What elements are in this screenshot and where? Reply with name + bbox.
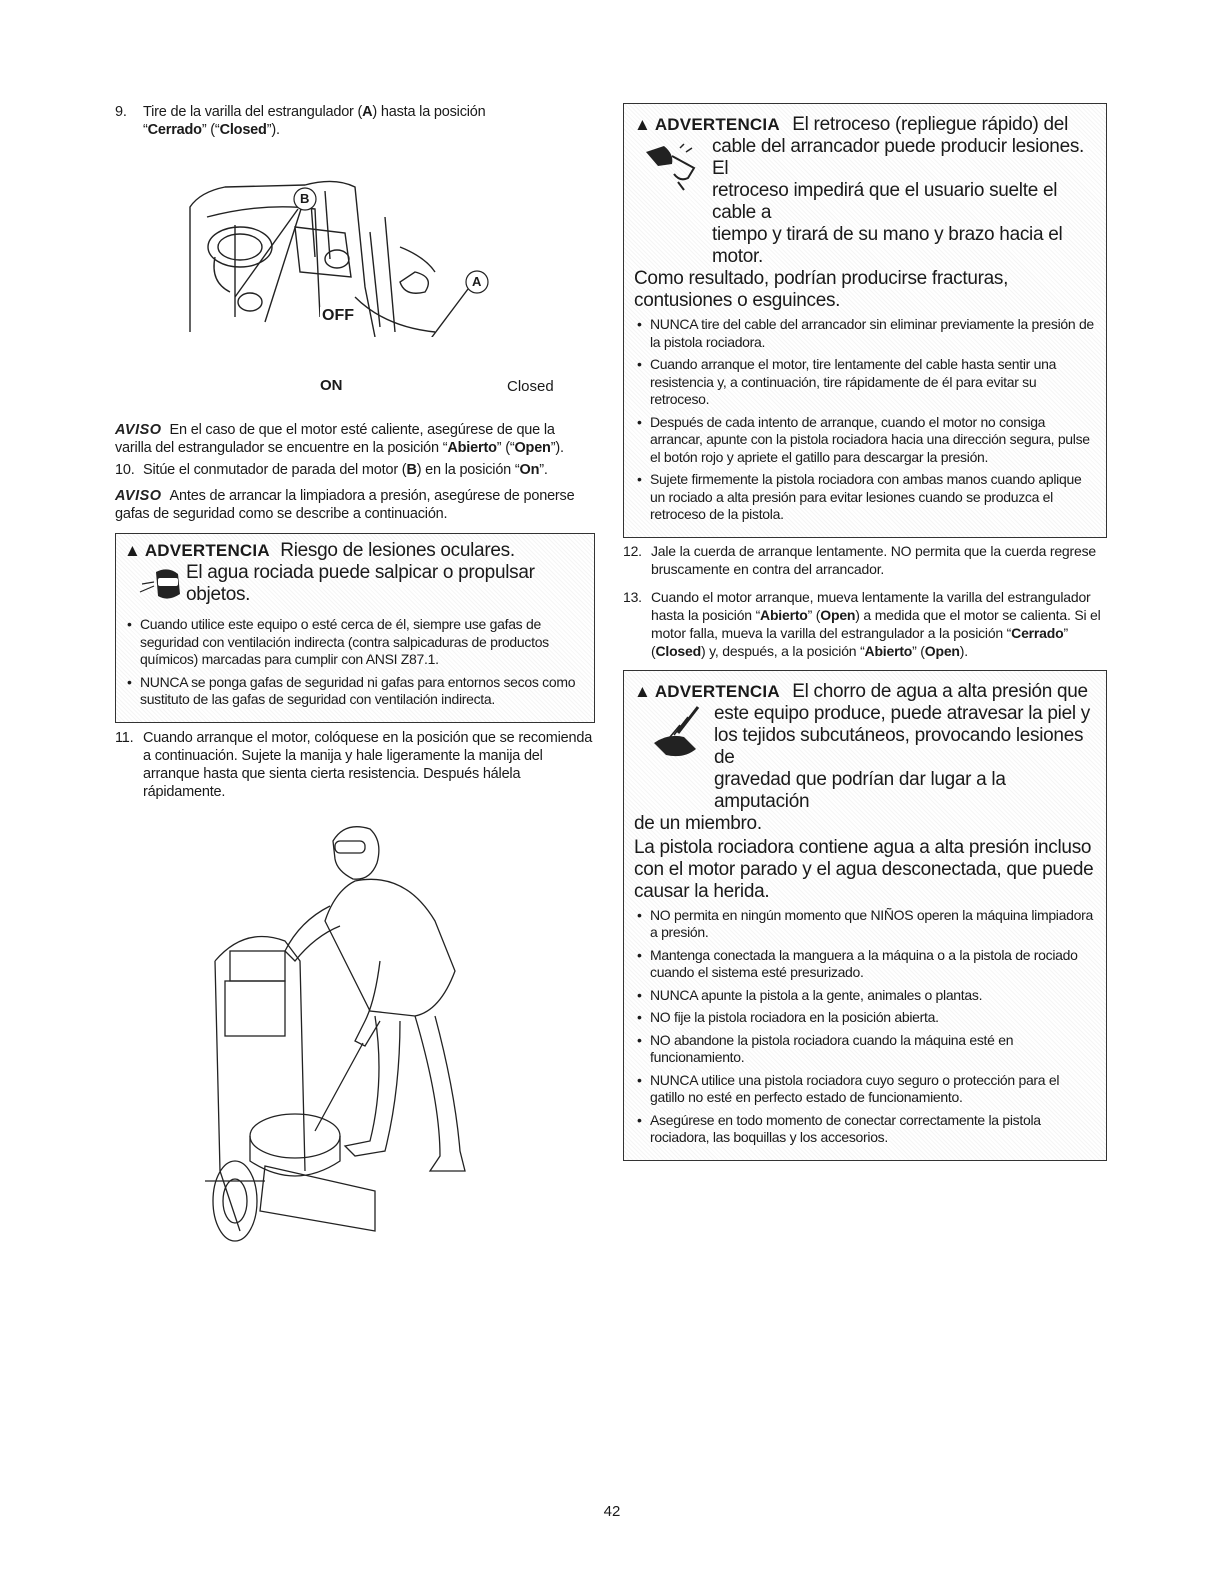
- list-item: • NUNCA se ponga gafas de seguridad ni gafas para entornos secos como sustituto de las gafas de seguridad con ventilación indirecta.: [124, 674, 584, 709]
- notice-hot-engine: AVISO En el caso de que el motor esté caliente, asegúrese de que la varilla del estrangulador se encuentre en la posición “Abierto” (“Open”).: [115, 422, 564, 456]
- off-label: OFF: [322, 307, 354, 324]
- skin-injection-hand-icon: [644, 703, 706, 763]
- callout-a: A: [472, 274, 482, 289]
- list-item: • NUNCA apunte la pistola a la gente, animales o plantas.: [634, 987, 1096, 1005]
- step-10: 10. Sitúe el conmutador de parada del motor (B) en la posición “On”.: [115, 462, 548, 478]
- page-number: 42: [603, 1503, 621, 1520]
- list-item: • Mantenga conectada la manguera a la máquina o a la pistola de rociado cuando el sistema esté presurizado.: [634, 947, 1096, 982]
- step-12: 12. Jale la cuerda de arranque lentamente. NO permita que la cuerda regrese bruscamente en contra del arrancador.: [623, 542, 1096, 577]
- closed-label: Closed: [507, 378, 554, 395]
- callout-b: B: [300, 191, 310, 206]
- list-item: • NUNCA utilice una pistola rociadora cuyo seguro o protección para el gatillo no esté en perfecto estado de funcionamiento.: [634, 1072, 1096, 1107]
- warning-kickback: ▲ ADVERTENCIA El retroceso (repliegue rápido) del cable del arrancador puede producir lesiones. El retroceso impedirá que el usuario suelte el cable a tiempo y tirará de su mano y brazo hacia el motor. Como resultado, podrían producirse fracturas, contusiones o esguinces. • NUNCA tire del cable del arrancador sin eliminar previamente la presión de la pistola rociadora. • Cuando arranque el motor, tire lentamente del cable hasta sentir una resistencia y, a continuación, tire rápidamente de él para evitar su retroceso. • Después de cada intento de arranque, cuando el motor no consiga arrancar, apunte con la pistola rociadora hacia una dirección segura, pulse el botón rojo y apriete el gatillo para descargar la presión. • Sujete firmemente la pistola rociadora con ambas manos cuando aplique un rociado a alta presión para evitar lesiones cuando se produzca el retroceso de la pistola.: [623, 103, 1107, 538]
- choke-switch-figure: [115, 147, 595, 395]
- list-item: • NO abandone la pistola rociadora cuando la máquina esté en funcionamiento.: [634, 1032, 1096, 1067]
- step-9: 9. Tire de la varilla del estrangulador (A) hasta la posición “Cerrado” (“Closed”).: [115, 104, 486, 138]
- left-column: [115, 103, 595, 1251]
- list-item: • NO fije la pistola rociadora en la posición abierta.: [634, 1009, 1096, 1027]
- list-item: • Cuando arranque el motor, tire lentamente del cable hasta sentir una resistencia y, a continuación, tire rápidamente de él para evitar su retroceso.: [634, 356, 1096, 409]
- warning-eye-injury: ▲ ADVERTENCIA Riesgo de lesiones oculares. El agua rociada puede salpicar o propulsar objetos. • Cuando utilice este equipo o esté cerca de él, siempre use gafas de seguridad con ventilación indirecta (contra salpicaduras de productos químicos) marcadas para cumplir con ANSI Z87.1. • NUNCA se ponga gafas de seguridad ni gafas para entornos secos como sustituto de las gafas de seguridad con ventilación indirecta.: [115, 533, 595, 723]
- list-item: • NUNCA tire del cable del arrancador sin eliminar previamente la presión de la pistola rociadora.: [634, 316, 1096, 351]
- list-item: • NO permita en ningún momento que NIÑOS operen la máquina limpiadora a presión.: [634, 907, 1096, 942]
- warning-triangle-icon: ▲: [124, 541, 141, 560]
- list-item: • Asegúrese en todo momento de conectar correctamente la pistola rociadora, las boquillas y los accesorios.: [634, 1112, 1096, 1147]
- step-13: 13. Cuando el motor arranque, mueva lentamente la varilla del estrangulador hasta la posición “Abierto” (Open) a medida que el motor se calienta. Si el motor falla, mueva la varilla del estrangulador a la posición “Cerrado” (Closed) y, después, a la posición “Abierto” (Open).: [623, 588, 1101, 659]
- warning-high-pressure-jet: ▲ ADVERTENCIA El chorro de agua a alta presión que este equipo produce, puede atravesar la piel y los tejidos subcutáneos, provocando lesiones de gravedad que podrían dar lugar a la amputación de un miembro. La pistola rociadora contiene agua a alta presión incluso con el motor parado y el agua desconectada, que puede causar la herida. • NO permita en ningún momento que NIÑOS operen la máquina limpiadora a presión. • Mantenga conectada la manguera a la máquina o a la pistola de rociado cuando el sistema esté presurizado. • NUNCA apunte la pistola a la gente, animales o plantas. • NO fije la pistola rociadora en la posición abierta. • NO abandone la pistola rociadora cuando la máquina esté en funcionamiento. • NUNCA utilice una pistola rociadora cuyo seguro o protección para el gatillo no esté en perfecto estado de funcionamiento. • Asegúrese en todo momento de conectar correctamente la pistola rociadora, las boquillas y los accesorios.: [623, 670, 1107, 1161]
- list-item: • Después de cada intento de arranque, cuando el motor no consiga arrancar, apunte con la pistola rociadora hacia una dirección segura, pulse el botón rojo y apriete el gatillo para descargar la presión.: [634, 414, 1096, 467]
- on-label: ON: [320, 377, 343, 394]
- notice-safety-glasses: AVISO Antes de arrancar la limpiadora a presión, asegúrese de ponerse gafas de seguridad como se describe a continuación.: [115, 488, 575, 522]
- right-column: [623, 103, 1107, 1161]
- warning-triangle-icon: ▲: [634, 681, 651, 701]
- safety-goggles-icon: [138, 564, 186, 604]
- step-number: 9.: [115, 104, 127, 120]
- warning-triangle-icon: ▲: [634, 115, 651, 134]
- list-item: • Sujete firmemente la pistola rociadora con ambas manos cuando aplique un rociado a alta presión para evitar lesiones cuando se produzca el retroceso de la pistola.: [634, 471, 1096, 524]
- kickback-hand-icon: [644, 138, 706, 192]
- list-item: • Cuando utilice este equipo o esté cerca de él, siempre use gafas de seguridad con ventilación indirecta (contra salpicaduras de productos químicos) marcadas para cumplir con ANSI Z87.1.: [124, 616, 584, 669]
- step-11: 11. Cuando arranque el motor, colóquese en la posición que se recomienda a continuación. Sujete la manija y hale ligeramente la manija del arranque hasta que sienta cierta resistencia. Después hálela rápidamente.: [115, 729, 593, 800]
- pressure-washer-start-illustration: [205, 811, 505, 1251]
